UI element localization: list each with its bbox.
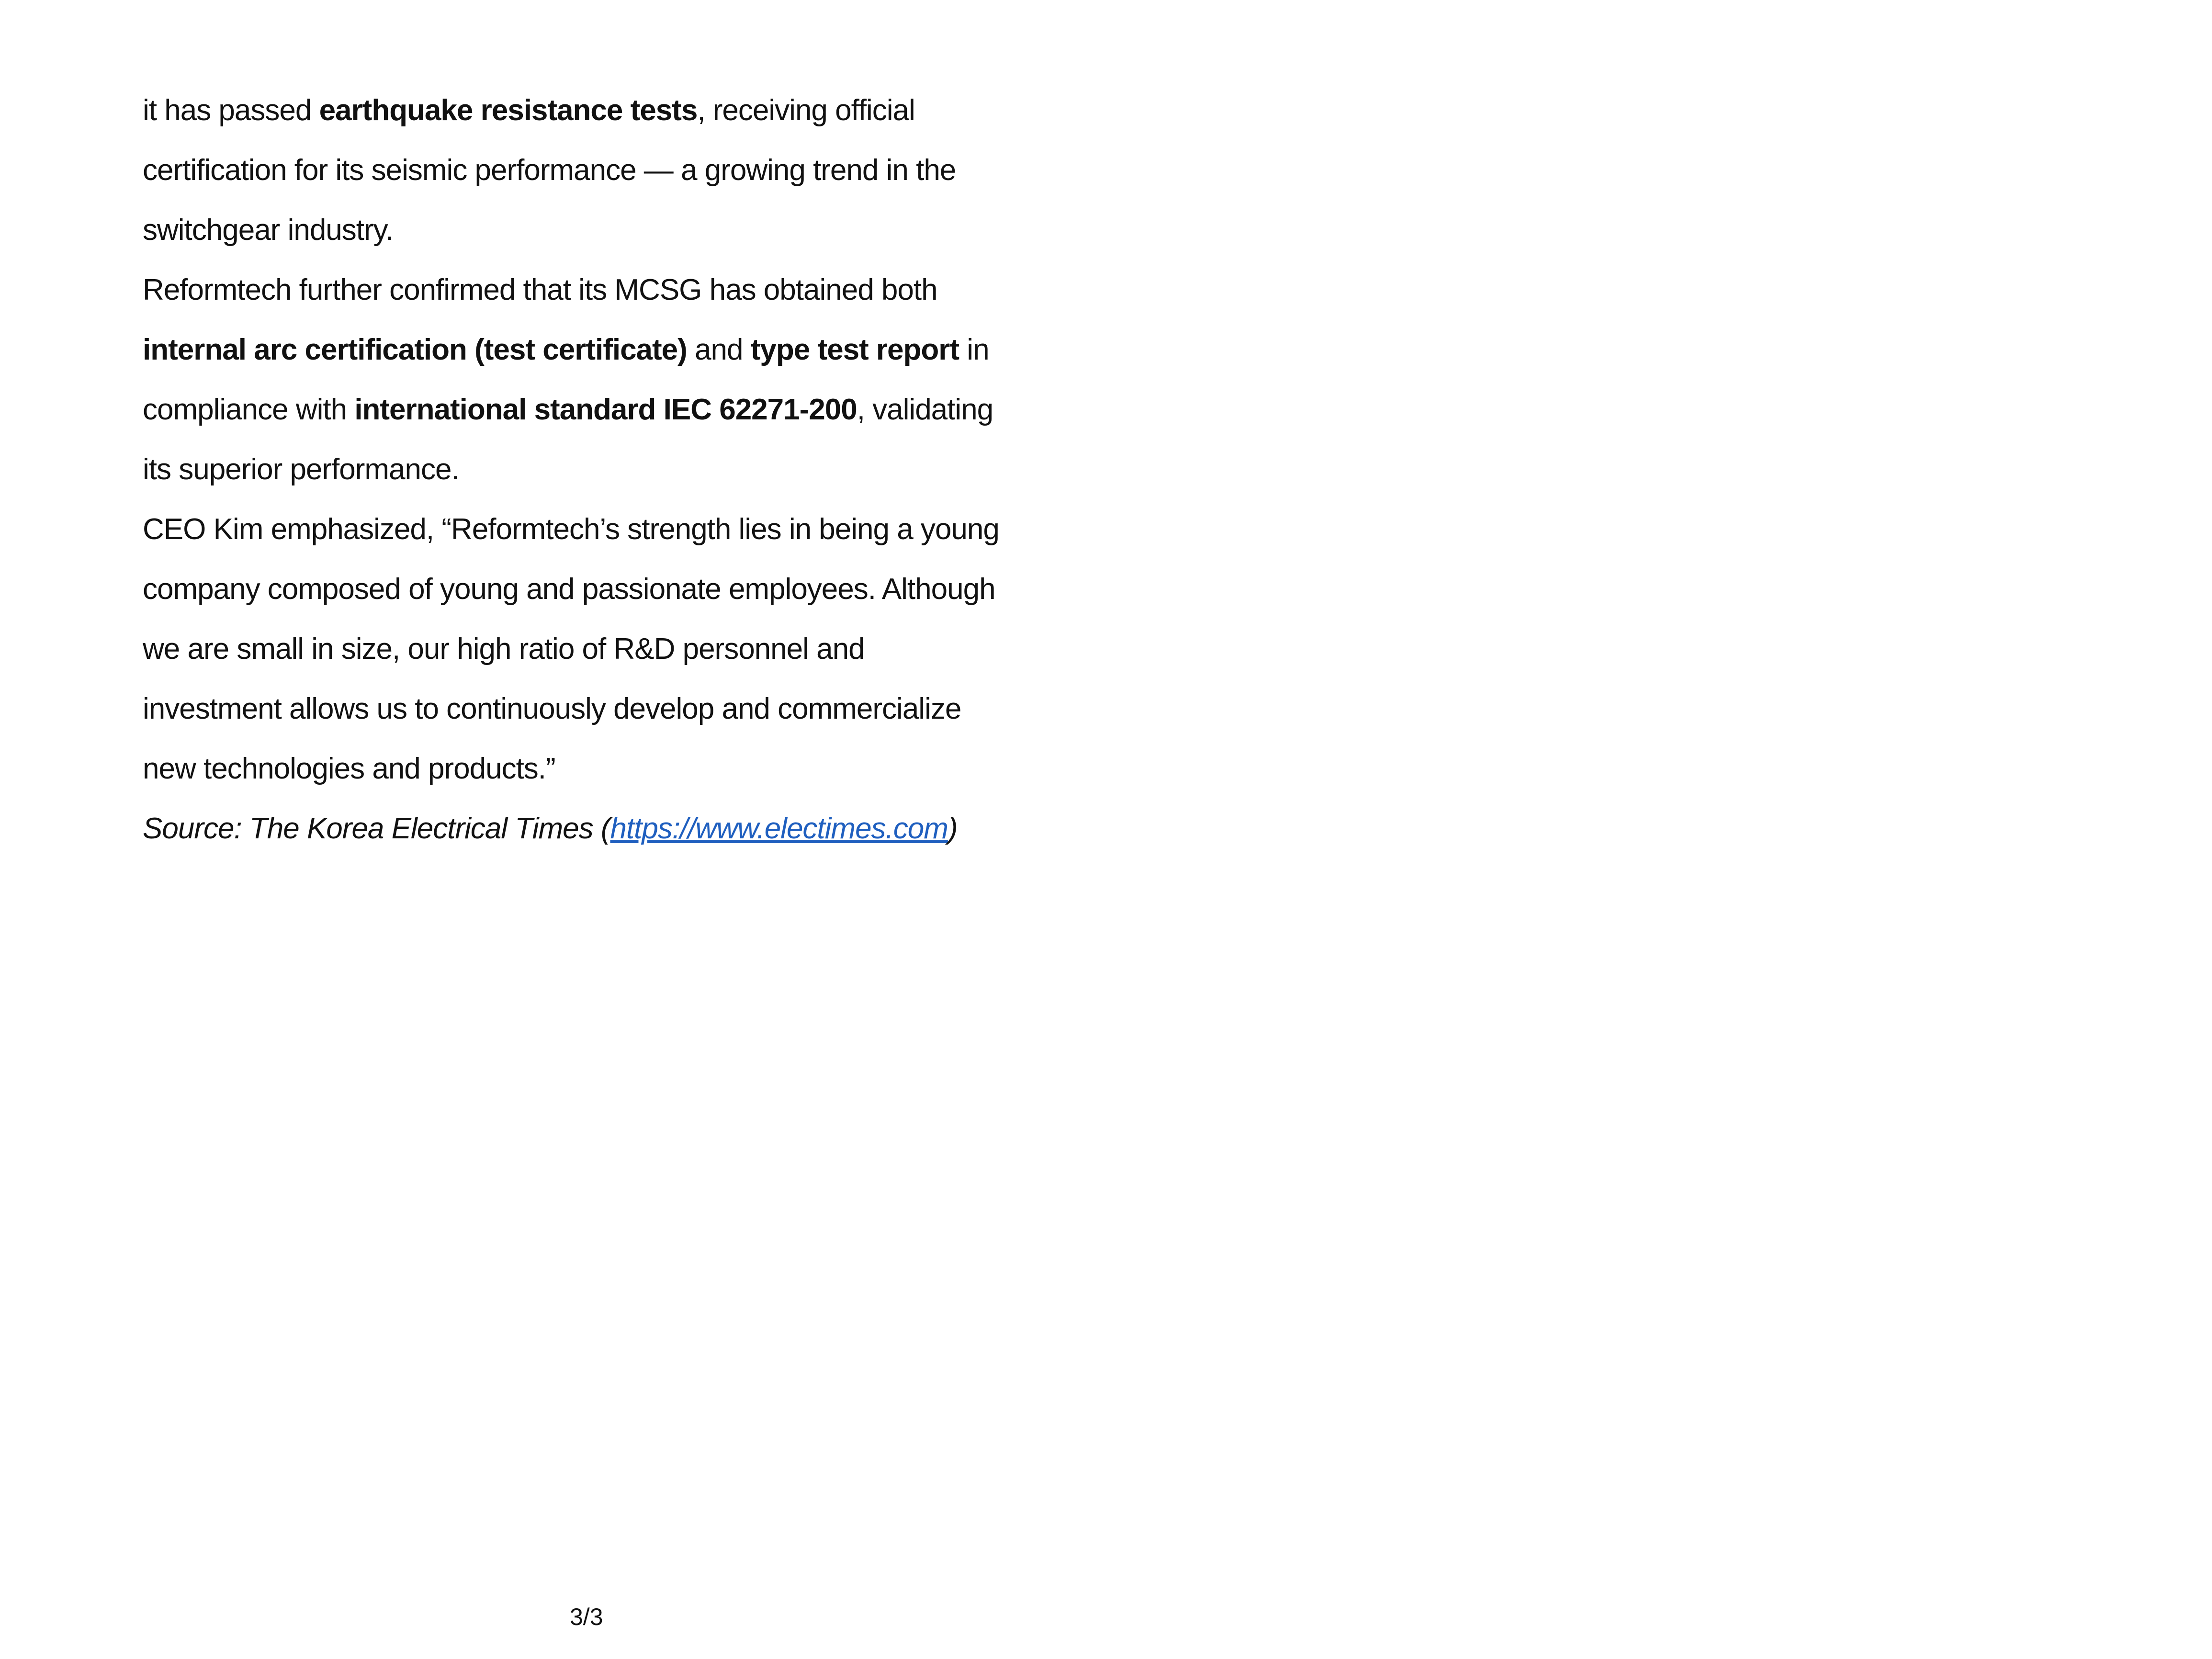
text-line: [143, 754, 555, 784]
text-segment: CEO Kim emphasized, “Reformtech’s strength lies in being a young: [143, 513, 999, 546]
text-line: [143, 275, 937, 305]
source-link[interactable]: https://www.electimes.com: [610, 812, 948, 845]
text-segment: compliance with: [143, 393, 355, 426]
text-line: [143, 96, 915, 125]
text-segment: we are small in size, our high ratio of R&D personnel and: [143, 632, 865, 666]
text-line: [143, 156, 956, 185]
text-line: [143, 455, 459, 485]
text-line: [143, 395, 993, 425]
text-segment: its superior performance.: [143, 453, 459, 486]
text-line: [143, 515, 999, 544]
text-segment: new technologies and products.”: [143, 752, 555, 785]
text-segment: , receiving official: [697, 94, 915, 127]
bold-text: type test report: [750, 333, 959, 366]
page-number: 3/3: [570, 1603, 603, 1630]
text-line: [143, 335, 989, 365]
text-segment: Reformtech further confirmed that its MCSG has obtained both: [143, 273, 937, 306]
text-line: [143, 215, 393, 245]
text-line: [143, 575, 995, 604]
text-segment: , validating: [857, 393, 993, 426]
text-segment: company composed of young and passionate employees. Although: [143, 573, 995, 606]
text-line: [143, 634, 865, 664]
text-segment: in: [959, 333, 989, 366]
text-line: [143, 694, 961, 724]
source-line: [143, 814, 958, 844]
source-label: Source: The Korea Electrical Times (: [143, 812, 610, 845]
text-segment: investment allows us to continuously develop and commercialize: [143, 692, 961, 725]
bold-text: international standard IEC 62271-200: [354, 393, 857, 426]
text-segment: and: [687, 333, 751, 366]
text-segment: switchgear industry.: [143, 214, 394, 247]
bold-text: earthquake resistance tests: [319, 94, 698, 127]
source-close-paren: ): [948, 812, 958, 845]
text-segment: certification for its seismic performance — a growing trend in the: [143, 154, 956, 187]
text-segment: it has passed: [143, 94, 319, 127]
bold-text: internal arc certification (test certificate): [143, 333, 687, 366]
